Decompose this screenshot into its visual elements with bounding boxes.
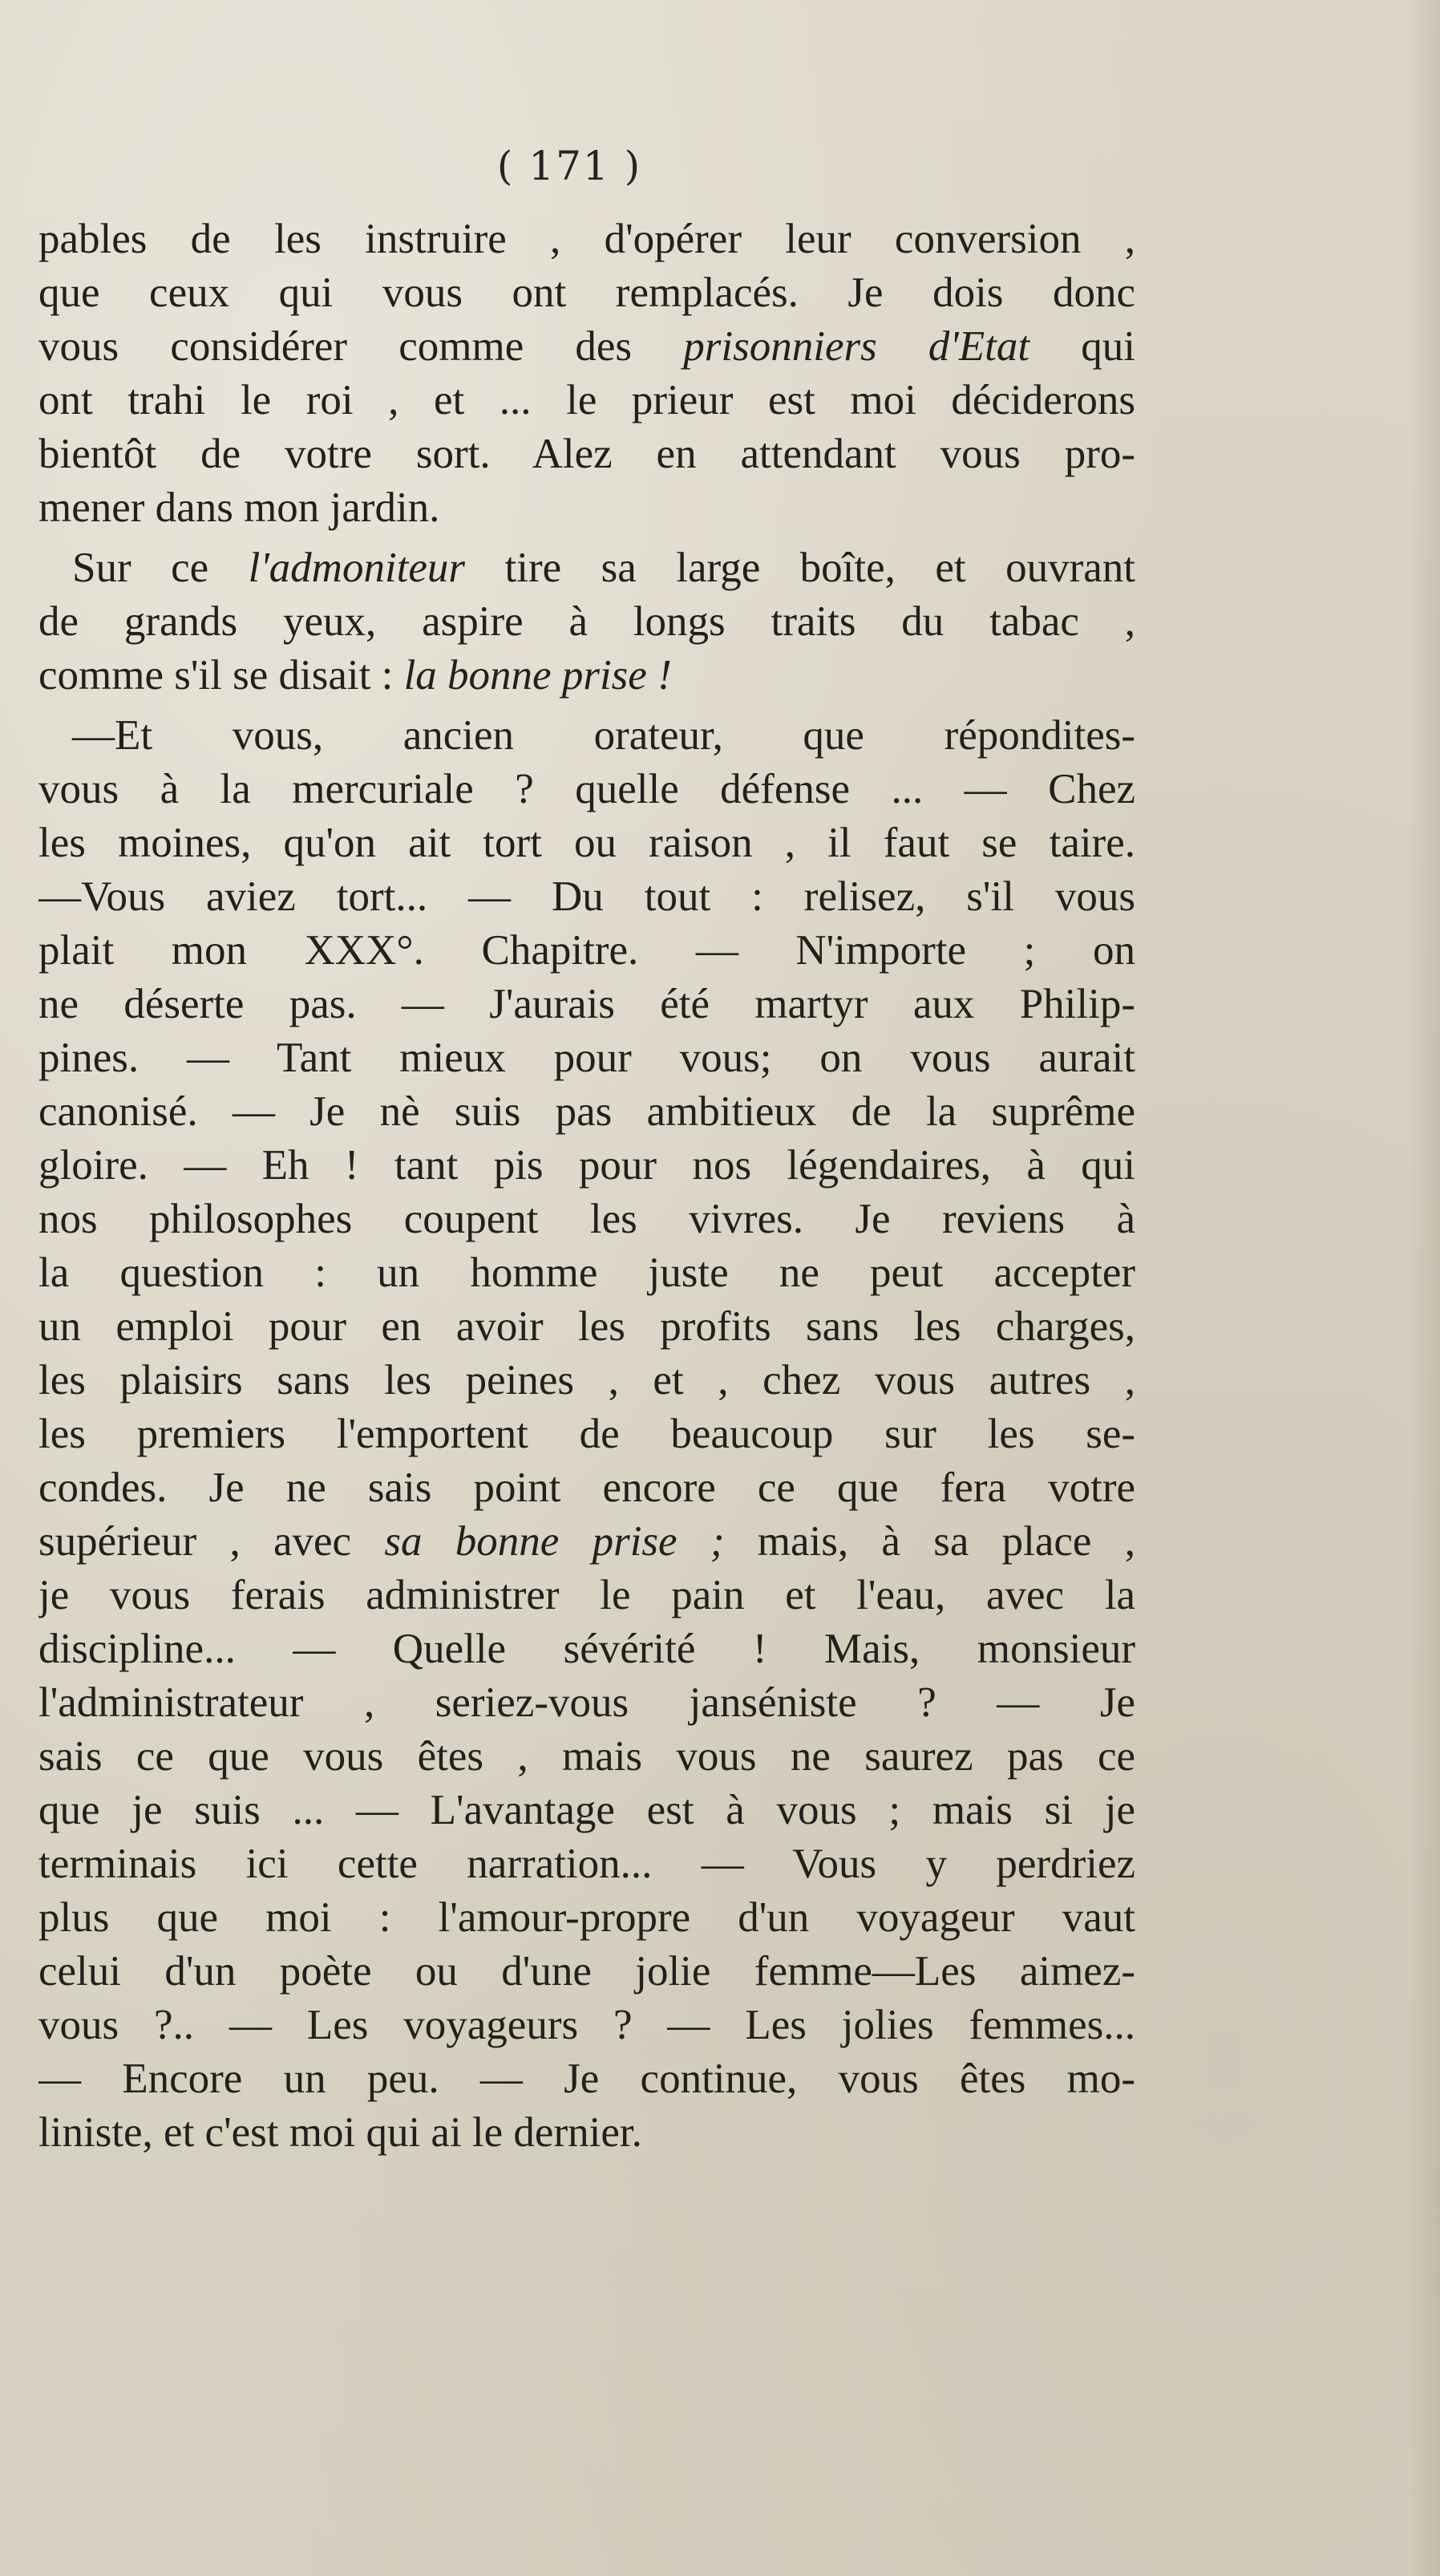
text-line: vous considérer comme des prisonniers d'Etat qui (38, 323, 1135, 370)
text-line: comme s'il se disait : la bonne prise ! (38, 652, 672, 699)
text-line: Sur ce l'admoniteur tire sa large boîte, et ouvrant (72, 545, 1135, 591)
text-line: liniste, et c'est moi qui ai le dernier. (38, 2109, 642, 2156)
text-line: —Vous aviez tort... — Du tout : relisez, s'il vous (38, 873, 1135, 920)
text-line: les plaisirs sans les peines , et , chez vous autres , (38, 1357, 1135, 1403)
text-line: les premiers l'emportent de beaucoup sur les se- (38, 1411, 1135, 1457)
text-line: la question : un homme juste ne peut accepter (38, 1250, 1135, 1296)
text-line: un emploi pour en avoir les profits sans les charges, (38, 1303, 1135, 1350)
text-line: les moines, qu'on ait tort ou raison , il faut se taire. (38, 820, 1135, 866)
italic-phrase: la bonne prise ! (403, 652, 672, 699)
text-line: de grands yeux, aspire à longs traits du tabac , (38, 598, 1135, 645)
text-line: plus que moi : l'amour-propre d'un voyageur vaut (38, 1894, 1135, 1941)
text-line: je vous ferais administrer le pain et l'eau, avec la (38, 1572, 1135, 1618)
text-line: pables de les instruire , d'opérer leur conversion , (38, 216, 1135, 262)
text-line: l'administrateur , seriez-vous janséniste ? — Je (38, 1679, 1135, 1726)
text-line: canonisé. — Je nè suis pas ambitieux de la suprême (38, 1088, 1135, 1135)
text-line: terminais ici cette narration... — Vous y perdriez (38, 1841, 1135, 1887)
italic-phrase: prisonniers d'Etat (683, 323, 1030, 370)
body-text (38, 213, 1135, 2160)
text-line: —Et vous, ancien orateur, que répondites- (72, 712, 1135, 759)
text-line: — Encore un peu. — Je continue, vous êtes mo- (38, 2056, 1135, 2102)
text-line: que je suis ... — L'avantage est à vous ; mais si je (38, 1787, 1135, 1833)
text-line: mener dans mon jardin. (38, 484, 440, 531)
text-line: vous à la mercuriale ? quelle défense ... — Chez (38, 766, 1135, 812)
text-line: ont trahi le roi , et ... le prieur est moi déciderons (38, 377, 1135, 423)
text-line: celui d'un poète ou d'une jolie femme—Les aimez- (38, 1948, 1135, 1995)
text-line: vous ?.. — Les voyageurs ? — Les jolies femmes... (38, 2002, 1135, 2048)
text-line: condes. Je ne sais point encore ce que fera votre (38, 1464, 1135, 1511)
text-line: plait mon XXX°. Chapitre. — N'importe ; on (38, 927, 1135, 974)
text-line: supérieur , avec sa bonne prise ; mais, à sa place , (38, 1518, 1135, 1565)
text-line: gloire. — Eh ! tant pis pour nos légendaires, à qui (38, 1142, 1135, 1189)
text-line: que ceux qui vous ont remplacés. Je dois donc (38, 269, 1135, 316)
text-line: pines. — Tant mieux pour vous; on vous aurait (38, 1035, 1135, 1081)
text-line: discipline... — Quelle sévérité ! Mais, monsieur (38, 1626, 1135, 1672)
italic-phrase: sa bonne prise ; (384, 1518, 725, 1565)
text-line: bientôt de votre sort. Alez en attendant vous pro- (38, 431, 1135, 477)
text-line: sais ce que vous êtes , mais vous ne saurez pas ce (38, 1733, 1135, 1780)
text-line: nos philosophes coupent les vivres. Je reviens à (38, 1196, 1135, 1242)
page-number: ( 171 ) (496, 143, 642, 189)
italic-phrase: l'admoniteur (248, 545, 466, 591)
text-line: ne déserte pas. — J'aurais été martyr aux Philip- (38, 981, 1135, 1027)
